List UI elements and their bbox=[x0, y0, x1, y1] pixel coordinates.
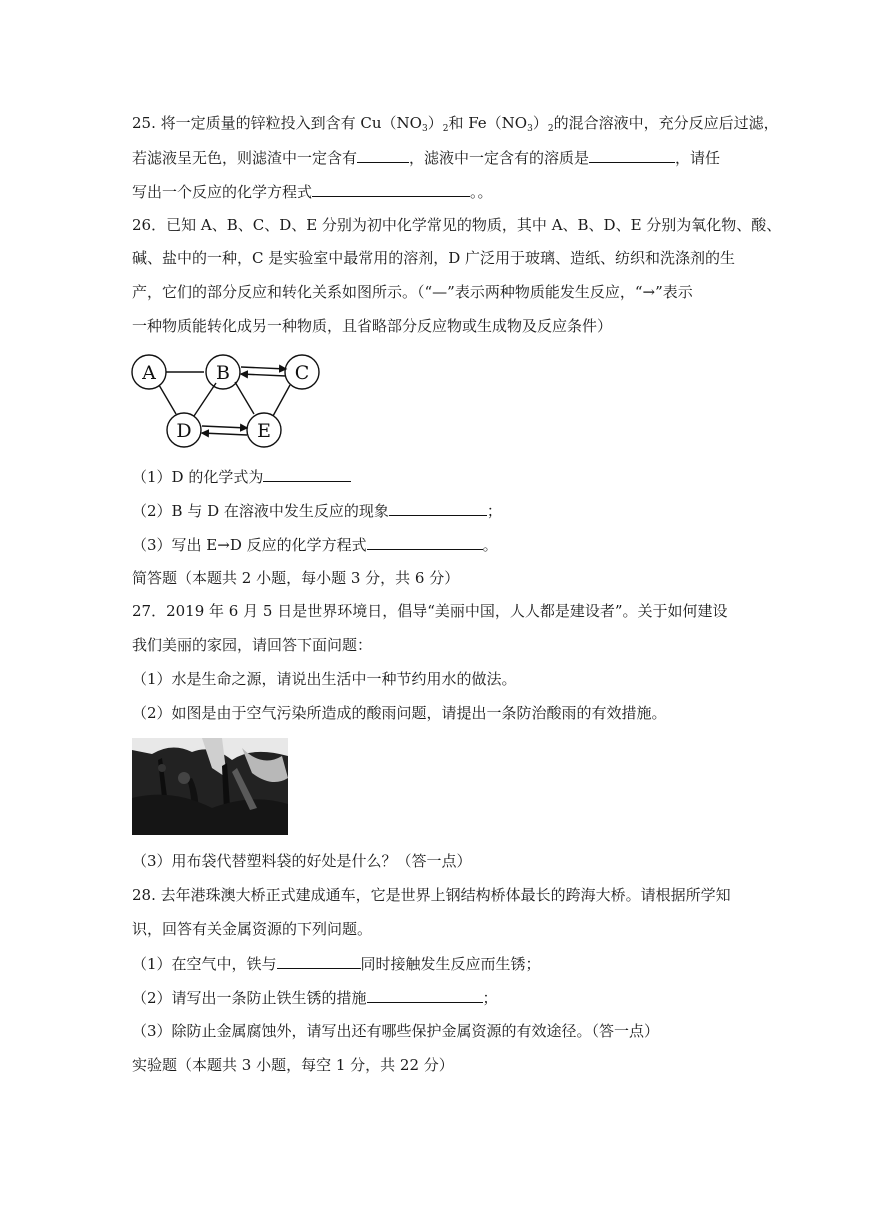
reaction-diagram bbox=[130, 352, 320, 448]
q28-blank-rust-conditions[interactable] bbox=[277, 952, 361, 969]
arrow-b-to-c bbox=[241, 367, 286, 369]
arrow-d-to-e bbox=[202, 426, 247, 428]
q26-blank-equation[interactable] bbox=[367, 533, 483, 550]
q26-sub-3: （3）写出 E→D 反应的化学方程式 。 bbox=[132, 533, 498, 556]
q26-line-2: 碱、盐中的一种，C 是实验室中最常用的溶剂，D 广泛用于玻璃、造纸、纺织和洗涤剂的生 bbox=[132, 249, 736, 267]
q26-blank-d-formula[interactable] bbox=[263, 465, 351, 482]
node-label-a: A bbox=[142, 362, 156, 384]
node-label-d: D bbox=[176, 420, 192, 442]
q27-sub-1: （1）水是生命之源，请说出生活中一种节约用水的做法。 bbox=[132, 670, 517, 688]
node-label-e: E bbox=[257, 420, 271, 442]
edge-b-e bbox=[235, 382, 254, 414]
q28-sub-3: （3）除防止金属腐蚀外，请写出还有哪些保护金属资源的有效途径。（答一点） bbox=[132, 1022, 660, 1040]
edge-b-d bbox=[194, 383, 216, 416]
q25-blank-equation[interactable] bbox=[312, 180, 470, 197]
q25-blank-solute[interactable] bbox=[589, 146, 675, 163]
edge-a-d bbox=[159, 385, 176, 414]
q26-sub-2: （2）B 与 D 在溶液中发生反应的现象 ； bbox=[132, 499, 502, 522]
q25-blank-residue[interactable] bbox=[357, 146, 409, 163]
q28-sub-2: （2）请写出一条防止铁生锈的措施 ； bbox=[132, 986, 498, 1009]
q26-sub-1: （1）D 的化学式为 bbox=[132, 465, 351, 488]
q26-line-3: 产，它们的部分反应和转化关系如图所示。（“—”表示两种物质能发生反应，“→”表示 bbox=[132, 283, 693, 301]
section-heading-experiment: 实验题（本题共 3 小题，每空 1 分，共 22 分） bbox=[132, 1056, 454, 1074]
edge-c-e bbox=[273, 385, 290, 416]
q27-sub-2: （2）如图是由于空气污染所造成的酸雨问题，请提出一条防治酸雨的有效措施。 bbox=[132, 704, 667, 722]
q27-line-2: 我们美丽的家园，请回答下面问题： bbox=[132, 636, 373, 654]
arrow-e-to-d bbox=[202, 433, 247, 435]
q26-line-1: 26．已知 A、B、C、D、E 分别为初中化学常见的物质，其中 A、B、D、E 分别为氧化物、酸、 bbox=[132, 216, 782, 234]
q27-line-1: 27．2019 年 6 月 5 日是世界环境日，倡导“美丽中国，人人都是建设者”。关于如何建设 bbox=[132, 602, 728, 620]
q27-sub-3: （3）用布袋代替塑料袋的好处是什么？（答一点） bbox=[132, 852, 472, 870]
node-label-b: B bbox=[216, 362, 230, 384]
q25-line-2: 若滤液呈无色，则滤渣中一定含有 ，滤液中一定含有的溶质是 ，请任 bbox=[132, 146, 720, 169]
q28-line-2: 识，回答有关金属资源的下列问题。 bbox=[132, 920, 373, 938]
q25-line-1: 25. 将一定质量的锌粒投入到含有 $Cu(NO_3)_2$和 $Fe(NO_3)_2$的混合溶液中，充分反应后过滤， bbox=[132, 114, 779, 134]
q25-line-3: 写出一个反应的化学方程式 。。 bbox=[132, 180, 493, 203]
q26-blank-phenomenon[interactable] bbox=[389, 499, 487, 516]
q28-line-1: 28. 去年港珠澳大桥正式建成通车，它是世界上钢结构桥体最长的跨海大桥。请根据所学知 bbox=[132, 886, 731, 904]
q28-blank-prevention[interactable] bbox=[367, 986, 483, 1003]
acid-rain-photo bbox=[132, 738, 288, 835]
node-label-c: C bbox=[294, 362, 310, 384]
arrow-c-to-b bbox=[241, 374, 286, 376]
section-heading-short-answer: 简答题（本题共 2 小题，每小题 3 分，共 6 分） bbox=[132, 569, 460, 587]
q26-line-4: 一种物质能转化成另一种物质，且省略部分反应物或生成物及反应条件） bbox=[132, 317, 613, 335]
q28-sub-1: （1）在空气中，铁与 同时接触发生反应而生锈； bbox=[132, 952, 541, 975]
